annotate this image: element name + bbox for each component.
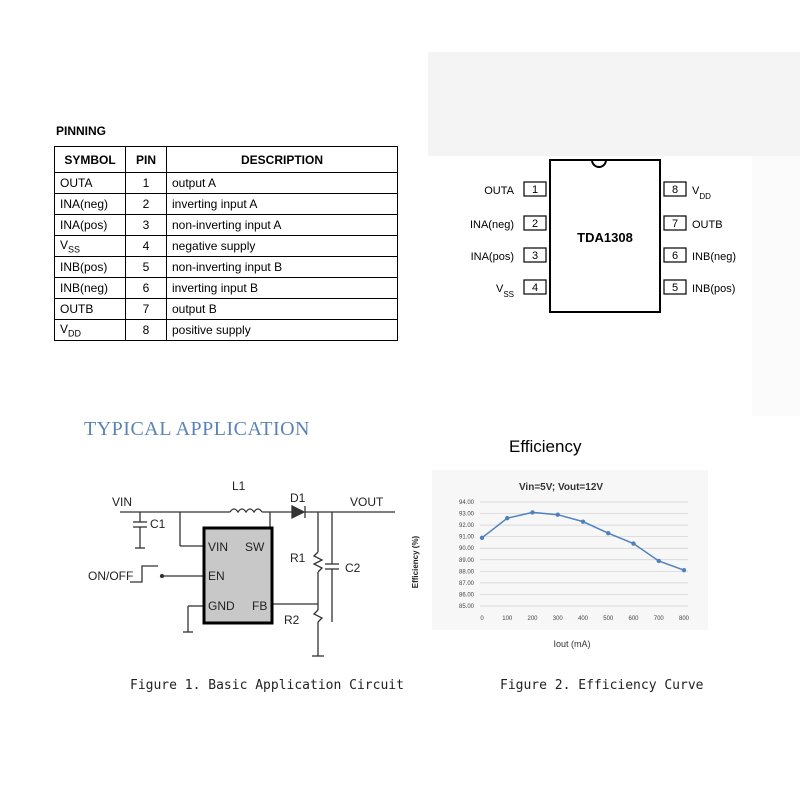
cell-pin: 1: [126, 173, 167, 194]
data-point: [631, 541, 635, 545]
label-c1: C1: [150, 517, 166, 531]
cell-description: positive supply: [167, 320, 398, 341]
cell-symbol: OUTA: [55, 173, 126, 194]
pinning-table-body: [55, 173, 398, 341]
figure2-caption: Figure 2. Efficiency Curve: [500, 678, 704, 693]
x-tick-label: 500: [603, 616, 614, 622]
package-background: [428, 52, 800, 156]
cell-symbol: INB(neg): [55, 278, 126, 299]
cell-symbol: INA(neg): [55, 194, 126, 215]
typical-application-title: TYPICAL APPLICATION: [84, 418, 310, 440]
table-row: [55, 299, 398, 320]
figure1-caption: Figure 1. Basic Application Circuit: [130, 678, 404, 693]
cell-symbol: INA(pos): [55, 215, 126, 236]
cell-description: negative supply: [167, 236, 398, 257]
cell-description: output B: [167, 299, 398, 320]
data-point: [480, 536, 484, 540]
cell-pin: 5: [126, 257, 167, 278]
label-r2: R2: [284, 613, 300, 627]
x-tick-label: 600: [628, 616, 639, 622]
y-tick-label: 91.00: [458, 534, 474, 541]
cell-pin: 7: [126, 299, 167, 320]
chart-xlabel: Iout (mA): [553, 639, 591, 649]
package-diagram: [428, 150, 748, 320]
chart-ylabel: Efficiency (%): [411, 535, 420, 589]
pin-label: INB(neg): [692, 251, 737, 263]
ic-pin-vin: VIN: [208, 540, 229, 554]
label-d1: D1: [290, 491, 306, 505]
x-tick-label: 700: [653, 616, 664, 622]
ic-pin-en: EN: [208, 569, 225, 583]
label-r1: R1: [290, 551, 306, 565]
pin-label: INB(pos): [692, 283, 736, 295]
data-point: [657, 559, 661, 563]
y-tick-label: 94.00: [458, 500, 474, 506]
pin-number: 8: [671, 184, 679, 196]
x-tick-label: 200: [527, 616, 538, 622]
table-row: [55, 236, 398, 257]
package-background-right: [752, 156, 800, 416]
y-tick-label: 90.00: [458, 546, 474, 553]
y-tick-label: 93.00: [458, 511, 474, 518]
table-row: [55, 173, 398, 194]
table-header-row: [55, 147, 398, 173]
pin-number: 6: [671, 250, 679, 262]
cell-pin: 4: [126, 236, 167, 257]
data-point: [606, 531, 610, 535]
pin-label: INA(neg): [469, 219, 514, 231]
chip-name: TDA1308: [577, 230, 633, 245]
pin-number: 2: [531, 218, 539, 230]
pin-number: 3: [531, 250, 539, 262]
cell-pin: 6: [126, 278, 167, 299]
chart-title: Efficiency: [509, 437, 582, 456]
cell-description: output A: [167, 173, 398, 194]
resistor-r1: [314, 552, 322, 572]
pin-number: 5: [671, 282, 679, 294]
label-c2: C2: [345, 561, 361, 575]
table-row: [55, 278, 398, 299]
x-tick-label: 800: [678, 616, 690, 622]
cell-symbol: OUTB: [55, 299, 126, 320]
cell-pin: 8: [126, 320, 167, 341]
y-tick-label: 85.00: [458, 604, 474, 610]
ic-pin-fb: FB: [252, 599, 268, 613]
pin-label: $V_{DD}$: [692, 185, 711, 201]
pin-number: 4: [531, 282, 539, 294]
x-tick-label: 0: [480, 616, 484, 622]
header-symbol: SYMBOL: [55, 147, 126, 173]
pin-label: OUTA: [484, 185, 514, 197]
chart-ticks: [459, 500, 690, 622]
pin-label: OUTB: [692, 219, 723, 231]
data-point: [530, 510, 534, 514]
cell-pin: 2: [126, 194, 167, 215]
label-vin: VIN: [112, 495, 133, 509]
cell-symbol: $V_{DD}$: [55, 320, 126, 341]
left-pins: [470, 182, 546, 299]
cell-pin: 3: [126, 215, 167, 236]
data-point: [581, 519, 585, 523]
pin-number: 7: [671, 218, 679, 230]
x-tick-label: 400: [577, 616, 589, 622]
x-tick-label: 300: [552, 616, 563, 622]
cell-description: non-inverting input A: [167, 215, 398, 236]
chart-series: [480, 510, 686, 572]
chart-subtitle: Vin=5V; Vout=12V: [518, 482, 604, 493]
pinning-table: [54, 146, 398, 341]
y-tick-label: 86.00: [458, 592, 474, 599]
y-tick-label: 92.00: [458, 523, 474, 530]
cell-symbol: $V_{SS}$: [55, 236, 126, 257]
pin-number: 1: [531, 184, 539, 196]
label-onoff: ON/OFF: [88, 569, 134, 583]
ic-pin-sw: SW: [245, 540, 265, 554]
header-pin: PIN: [126, 147, 167, 173]
y-tick-label: 88.00: [458, 569, 474, 576]
table-row: [55, 215, 398, 236]
pin-label: INA(pos): [470, 251, 514, 263]
table-row: [55, 257, 398, 278]
pinning-title: PINNING: [56, 124, 107, 138]
inductor-l1: [230, 509, 262, 512]
data-point: [682, 568, 686, 572]
x-tick-label: 100: [502, 616, 513, 622]
cell-description: inverting input A: [167, 194, 398, 215]
pin-label: $V_{SS}$: [495, 283, 514, 299]
cell-description: inverting input B: [167, 278, 398, 299]
efficiency-chart: [406, 470, 716, 660]
data-point: [556, 513, 560, 517]
table-row: [55, 320, 398, 341]
label-vout: VOUT: [350, 495, 384, 509]
cell-description: non-inverting input B: [167, 257, 398, 278]
cell-symbol: INB(pos): [55, 257, 126, 278]
y-tick-label: 89.00: [458, 557, 474, 564]
data-point: [505, 516, 509, 520]
resistor-r2: [314, 610, 322, 622]
table-row: [55, 194, 398, 215]
ic-pin-gnd: GND: [208, 599, 235, 613]
diode-d1: [292, 506, 304, 518]
header-description: DESCRIPTION: [167, 147, 398, 173]
right-pins: [664, 182, 736, 295]
y-tick-label: 87.00: [458, 580, 474, 587]
application-circuit: [88, 472, 420, 672]
label-l1: L1: [232, 479, 246, 493]
